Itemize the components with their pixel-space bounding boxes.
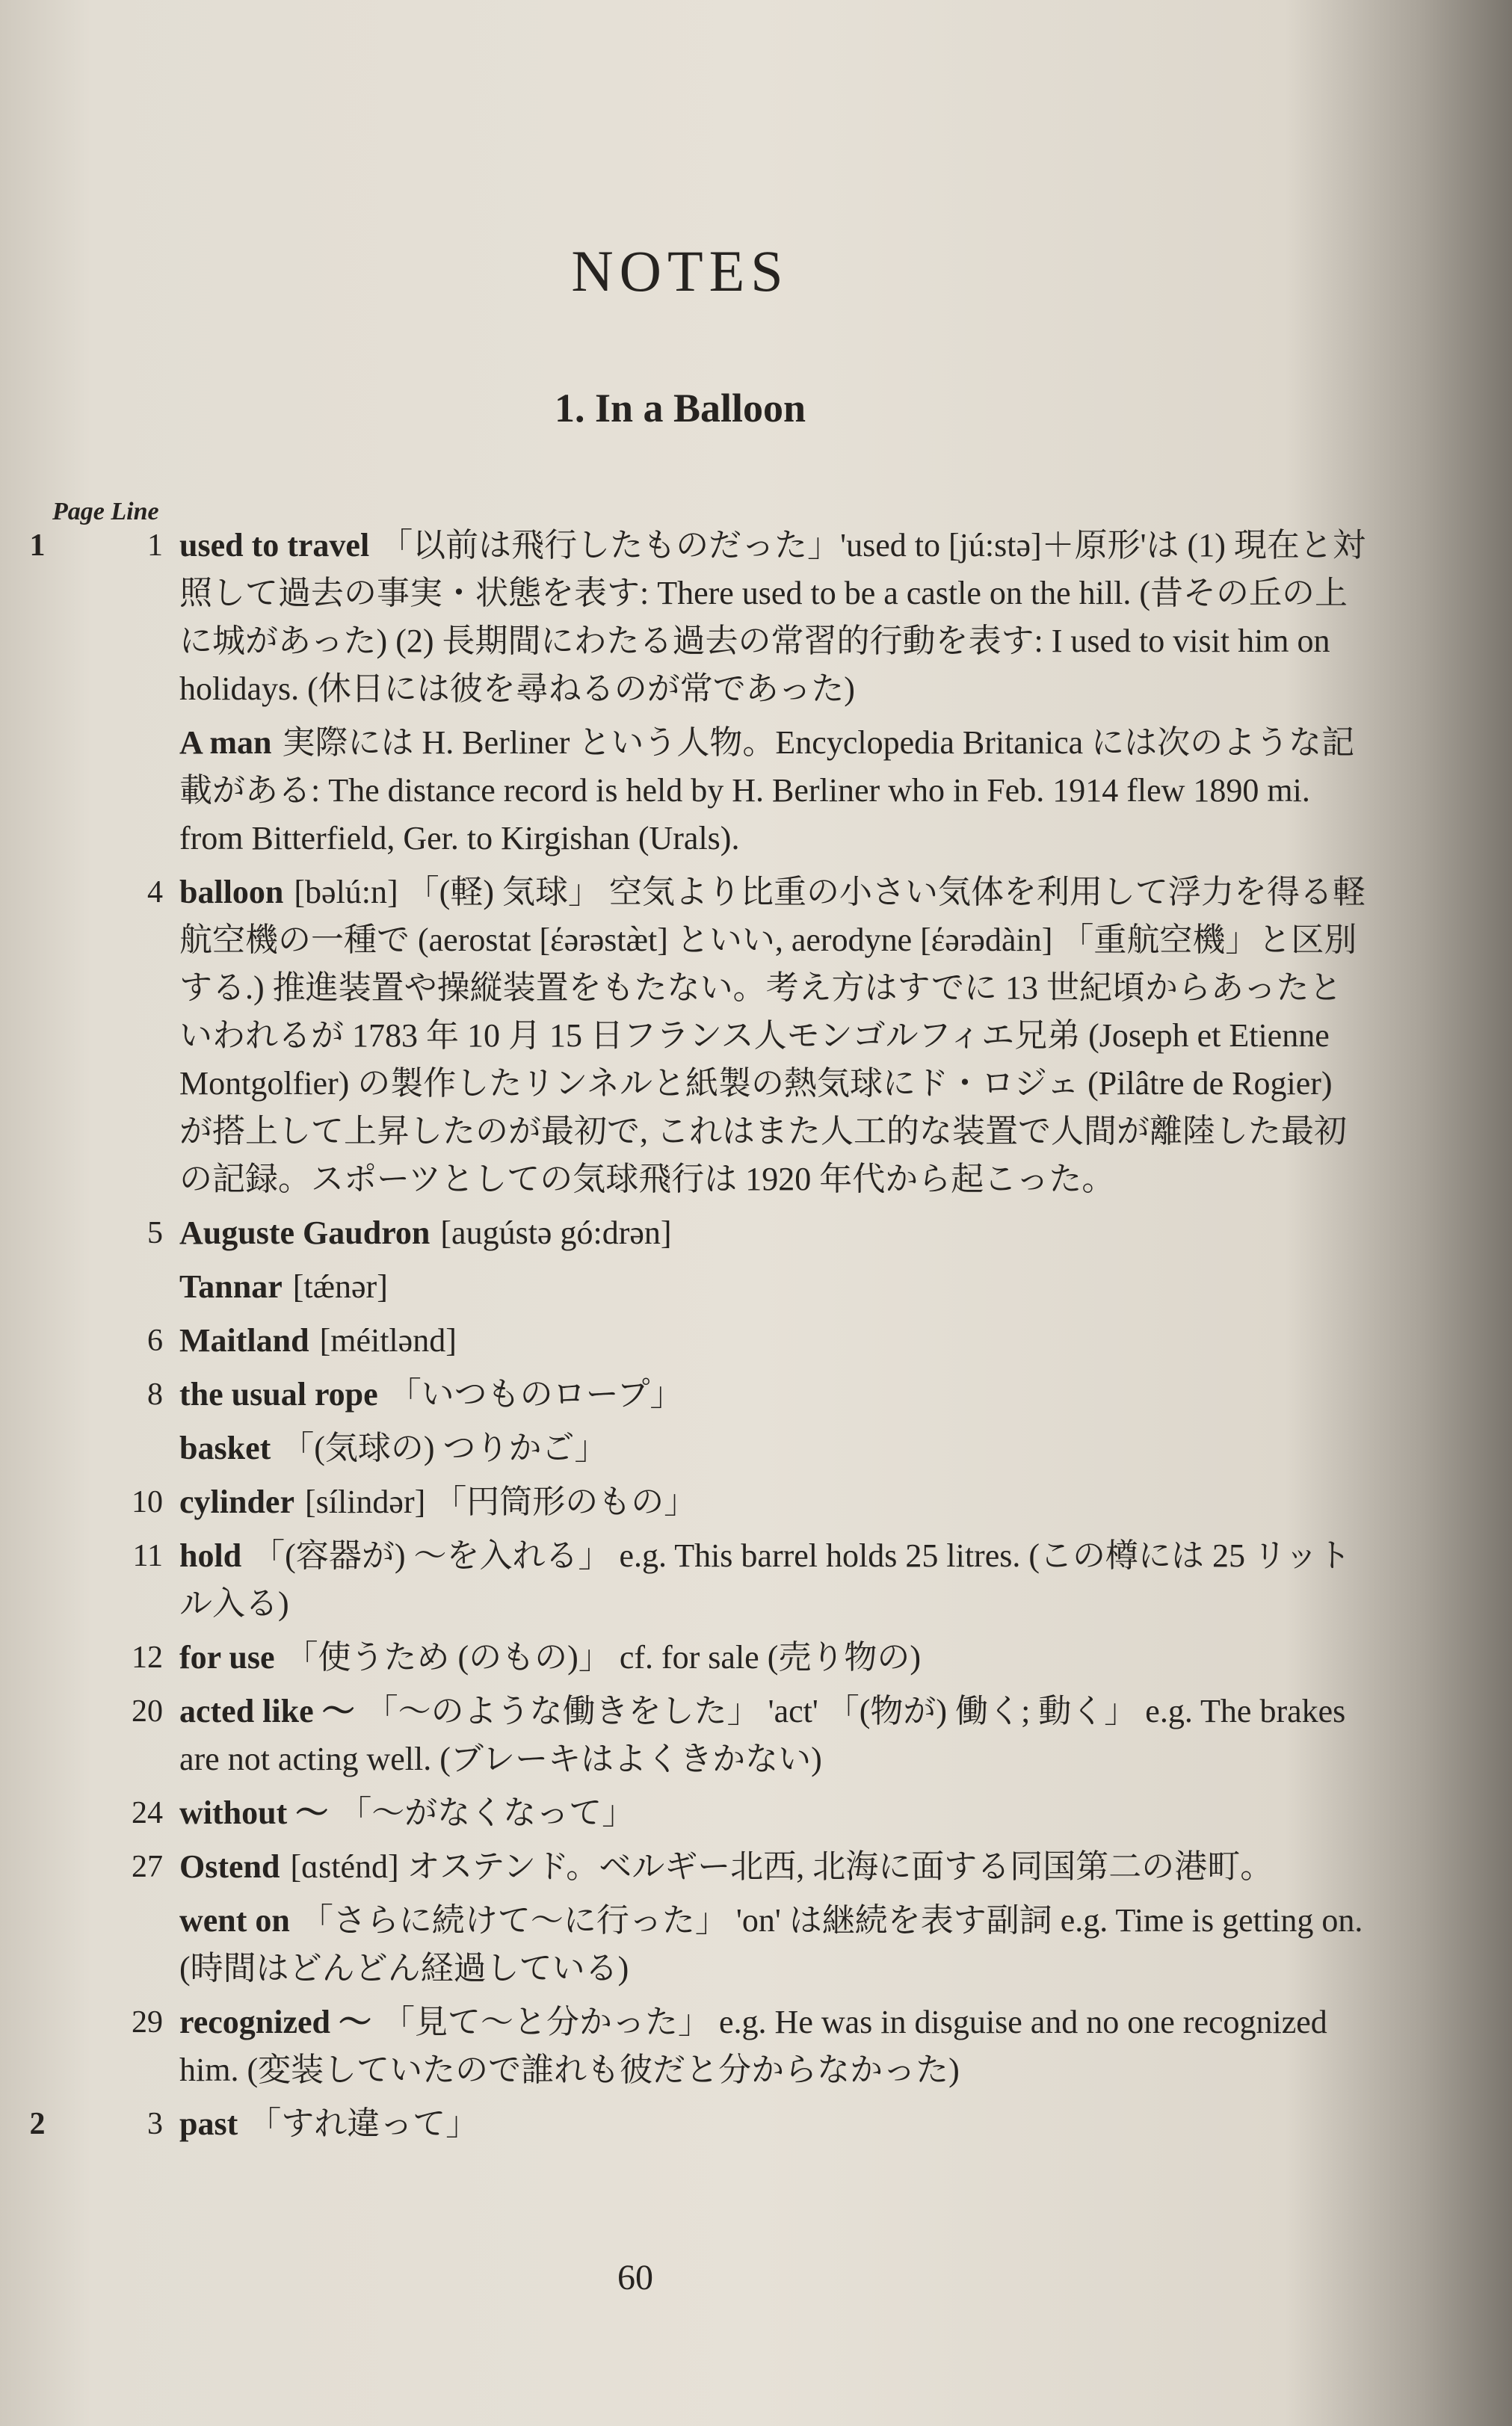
note-entry <box>0 1209 1368 1257</box>
note-term: for use <box>179 1639 275 1676</box>
note-term: without 〜 <box>179 1794 329 1831</box>
line-ref: 6 <box>147 1324 163 1358</box>
notes-title: NOTES <box>571 238 789 303</box>
note-entry <box>0 1998 1368 2094</box>
note-body <box>179 1532 1368 1628</box>
note-body <box>179 1843 1368 1891</box>
note-text: 「見て〜と分かった」 e.g. He was in disguise and no one recognized him. (変装していたので誰れも彼だと分からなかった) <box>179 2004 1327 2088</box>
line-ref: 20 <box>132 1694 163 1729</box>
note-entry <box>0 1843 1368 1891</box>
note-body <box>179 1478 1368 1526</box>
line-ref: 11 <box>132 1539 163 1573</box>
note-entry <box>0 1263 1368 1311</box>
note-text: 「(気球の) つりかご」 <box>281 1430 608 1466</box>
note-text: [bəlú:n] 「(軽) 気球」 空気より比重の小さい気体を利用して浮力を得る軽航空機の一種で (aerostat [έərəstæ̀t] といい, aerodyne [έərədàin] 「重航空機」と区別する.) 推進装置や操縦装置をもたない。考え方はすでに 13 世紀頃からあったといわれるが 1783 年 10 月 15 日フランス人モンゴルフィエ兄弟 (Joseph et Etienne Montgolfier) の製作したリンネルと紙製の熱気球にド・ロジェ (Pilâtre de Rogier) が搭上して上昇したのが最初で, これはまた人工的な装置で人間が離陸した最初の記録。スポーツとしての気球飛行は 1920 年代から起こった。 <box>179 874 1366 1197</box>
line-ref: 24 <box>132 1796 163 1830</box>
note-term: the usual rope <box>179 1376 378 1413</box>
line-ref: 27 <box>132 1850 163 1884</box>
note-body <box>179 1998 1368 2094</box>
note-body <box>179 1789 1368 1837</box>
column-header: Page Line <box>52 498 159 525</box>
note-entry <box>0 1532 1368 1628</box>
note-body <box>179 2100 1368 2148</box>
note-text: [ɑsténd] オステンド。ベルギー北西, 北海に面する同国第二の港町。 <box>290 1848 1274 1885</box>
note-term: cylinder <box>179 1484 294 1520</box>
note-body <box>179 719 1368 862</box>
line-ref: 29 <box>132 2005 163 2040</box>
note-entry <box>0 1789 1368 1837</box>
note-text: [méitlənd] <box>319 1322 457 1359</box>
line-ref: 12 <box>132 1641 163 1675</box>
note-text: [sílindər] 「円筒形のもの」 <box>304 1484 697 1520</box>
note-text: 「使うため (のもの)」 cf. for sale (売り物の) <box>285 1639 922 1676</box>
note-text: [augústə gó:drən] <box>440 1214 672 1251</box>
note-term: balloon <box>179 874 284 910</box>
line-ref: 3 <box>147 2107 163 2141</box>
note-body <box>179 1371 1368 1419</box>
note-term: hold <box>179 1537 242 1574</box>
note-term: acted like 〜 <box>179 1693 355 1729</box>
note-term: Auguste Gaudron <box>179 1214 431 1251</box>
note-text: 「〜のような働きをした」 'act' 「(物が) 働く; 動く」 e.g. The brakes are not acting well. (ブレーキはよくきかない) <box>179 1693 1346 1777</box>
note-entry <box>0 1317 1368 1365</box>
note-entry <box>0 1688 1368 1783</box>
note-body <box>179 1688 1368 1783</box>
line-ref: 8 <box>147 1377 163 1412</box>
note-text: 「〜がなくなって」 <box>339 1794 635 1831</box>
note-term: past <box>179 2105 238 2142</box>
note-entry <box>0 1425 1368 1472</box>
note-body <box>179 1897 1368 1993</box>
line-ref: 1 <box>147 528 163 563</box>
note-term: Tannar <box>179 1268 283 1305</box>
line-ref: 10 <box>132 1485 163 1519</box>
note-term: went on <box>179 1902 290 1939</box>
note-term: basket <box>179 1430 271 1466</box>
note-term: used to travel <box>179 527 370 564</box>
note-entry <box>0 1478 1368 1526</box>
note-term: recognized 〜 <box>179 2004 372 2040</box>
note-body <box>179 1425 1368 1472</box>
note-entry <box>0 1371 1368 1419</box>
page-number: 60 <box>617 2258 653 2297</box>
note-text: 「いつものロープ」 <box>388 1376 683 1413</box>
line-ref: 5 <box>147 1216 163 1250</box>
note-entry <box>0 1634 1368 1682</box>
note-text: 「すれ違って」 <box>248 2105 479 2142</box>
note-body <box>179 1263 1368 1311</box>
note-entry <box>0 1897 1368 1993</box>
line-ref: 4 <box>147 875 163 910</box>
note-entry <box>0 719 1368 862</box>
chapter-heading: 1. In a Balloon <box>554 386 806 430</box>
note-entry <box>0 2100 1368 2148</box>
page-ref: 1 <box>29 528 46 563</box>
note-text: [tǽnər] <box>292 1268 388 1305</box>
note-body <box>179 868 1368 1203</box>
note-term: Maitland <box>179 1322 309 1359</box>
note-body <box>179 522 1368 713</box>
note-text: 「さらに続けて〜に行った」 'on' は継続を表す副詞 e.g. Time is getting on. (時間はどんどん経過している) <box>179 1902 1363 1987</box>
note-body <box>179 1209 1368 1257</box>
notes-list <box>0 516 1368 2148</box>
note-text: 実際には H. Berliner という人物。Encyclopedia Britanica には次のような記載がある: The distance record is held by H. Berliner who in Feb. 1914 flew 1890 mi. from Bitterfield, Ger. to Kirgishan (Urals). <box>179 724 1355 856</box>
note-entry <box>0 522 1368 713</box>
note-term: A man <box>179 724 272 761</box>
note-term: Ostend <box>179 1848 280 1885</box>
page-ref: 2 <box>29 2107 46 2141</box>
note-text: 「以前は飛行したものだった」'used to [jú:stə]＋原形'は (1) 現在と対照して過去の事実・状態を表す: There used to be a castle on the hill. (昔その丘の上に城があった) (2) 長期間にわたる過去の常習的行動を表す: I used to visit him on holidays. (休日には彼を尋ねるのが常であった) <box>179 527 1366 707</box>
note-text: 「(容器が) 〜を入れる」 e.g. This barrel holds 25 litres. (この樽には 25 リットル入る) <box>179 1537 1351 1622</box>
note-body <box>179 1317 1368 1365</box>
note-entry <box>0 868 1368 1203</box>
note-body <box>179 1634 1368 1682</box>
